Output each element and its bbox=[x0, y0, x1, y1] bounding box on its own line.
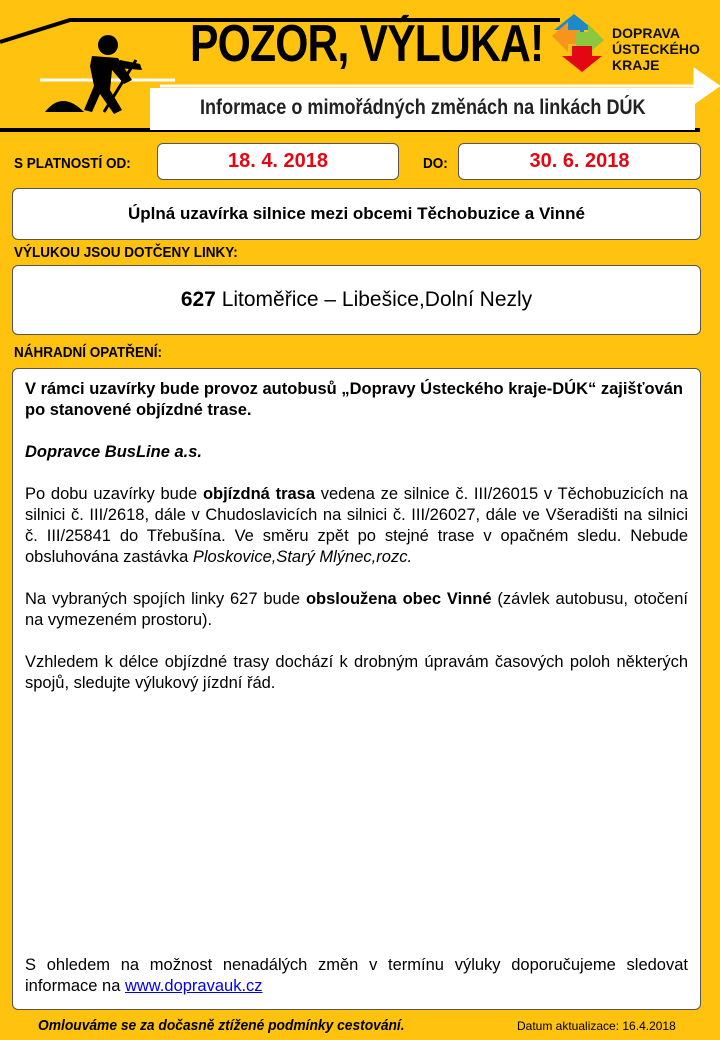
logo-line: ÚSTECKÉHO bbox=[612, 41, 700, 57]
website-link[interactable]: www.dopravauk.cz bbox=[124, 977, 263, 995]
logo-line: DOPRAVA bbox=[612, 25, 680, 41]
valid-from-label: S PLATNOSTÍ OD: bbox=[14, 155, 131, 172]
detour-text-2: vedena ze silnice č. III/26015 v Těchobuzicích na silnici č. III/2618, dále v Chudoslavicích na silnici č. III/26027, dále ve Všeradišti na silnici č. III/25841 do Třebušína. Ve směru zpět po stejné trase v opačném sledu. Nebude obsluhována zastávka bbox=[25, 485, 688, 566]
timing-paragraph: Vzhledem k délce objízdné trasy dochází k drobným úpravám časových poloh některých spojů, sledujte výlukový jízdní řád. bbox=[25, 653, 688, 692]
logo-line: KRAJE bbox=[612, 57, 660, 73]
measures-box bbox=[12, 368, 701, 1010]
line-number: 627 bbox=[180, 288, 216, 311]
affected-line bbox=[12, 265, 701, 335]
duk-arrows-logo-icon bbox=[552, 14, 604, 72]
measures-intro: V rámci uzavírky bude provoz autobusů „Dopravy Ústeckého kraje-DÚK“ zajišťován po stanovené objízdné trase. bbox=[25, 380, 684, 419]
page-subtitle: Informace o mimořádných změnách na linkách DÚK bbox=[200, 96, 646, 119]
skipped-stop: Ploskovice,Starý Mlýnec,rozc. bbox=[192, 548, 413, 566]
measures-label: NÁHRADNÍ OPATŘENÍ: bbox=[14, 344, 162, 361]
valid-to-label: DO: bbox=[423, 155, 448, 172]
closure-heading: Úplná uzavírka silnice mezi obcemi Těchobuzice a Vinné bbox=[12, 188, 701, 240]
vinne-text-1: Na vybraných spojích linky 627 bude bbox=[25, 590, 306, 608]
detour-highlight: objízdná trasa bbox=[202, 485, 316, 503]
vinne-text-2: (závlek autobusu, otočení na vymezeném prostoru). bbox=[25, 590, 688, 629]
valid-to-value: 30. 6. 2018 bbox=[458, 143, 701, 180]
vinne-highlight: obsloužena obec Vinné bbox=[305, 590, 492, 608]
road-worker-icon bbox=[45, 35, 142, 114]
header bbox=[0, 0, 720, 140]
apology-text: Omlouváme se za dočasně ztížené podmínky cestování. bbox=[38, 1017, 405, 1034]
detour-text-1: Po dobu uzavírky bude bbox=[25, 485, 203, 503]
affected-lines-label: VÝLUKOU JSOU DOTČENY LINKY: bbox=[14, 244, 238, 261]
detour-paragraph bbox=[25, 484, 688, 568]
carrier-paragraph: Dopravce BusLine a.s. bbox=[25, 443, 202, 461]
info-note-text: S ohledem na možnost nenadálých změn v termínu výluky doporučujeme sledovat informace na bbox=[25, 956, 688, 995]
line-route: Litoměřice – Libešice,Dolní Nezly bbox=[215, 288, 533, 311]
vinne-paragraph bbox=[25, 589, 688, 631]
duk-logo-text bbox=[612, 25, 700, 73]
valid-from-value: 18. 4. 2018 bbox=[157, 143, 399, 180]
update-date: Datum aktualizace: 16.4.2018 bbox=[517, 1019, 676, 1033]
info-note bbox=[25, 955, 688, 997]
page-title: POZOR, VÝLUKA! bbox=[190, 15, 544, 73]
